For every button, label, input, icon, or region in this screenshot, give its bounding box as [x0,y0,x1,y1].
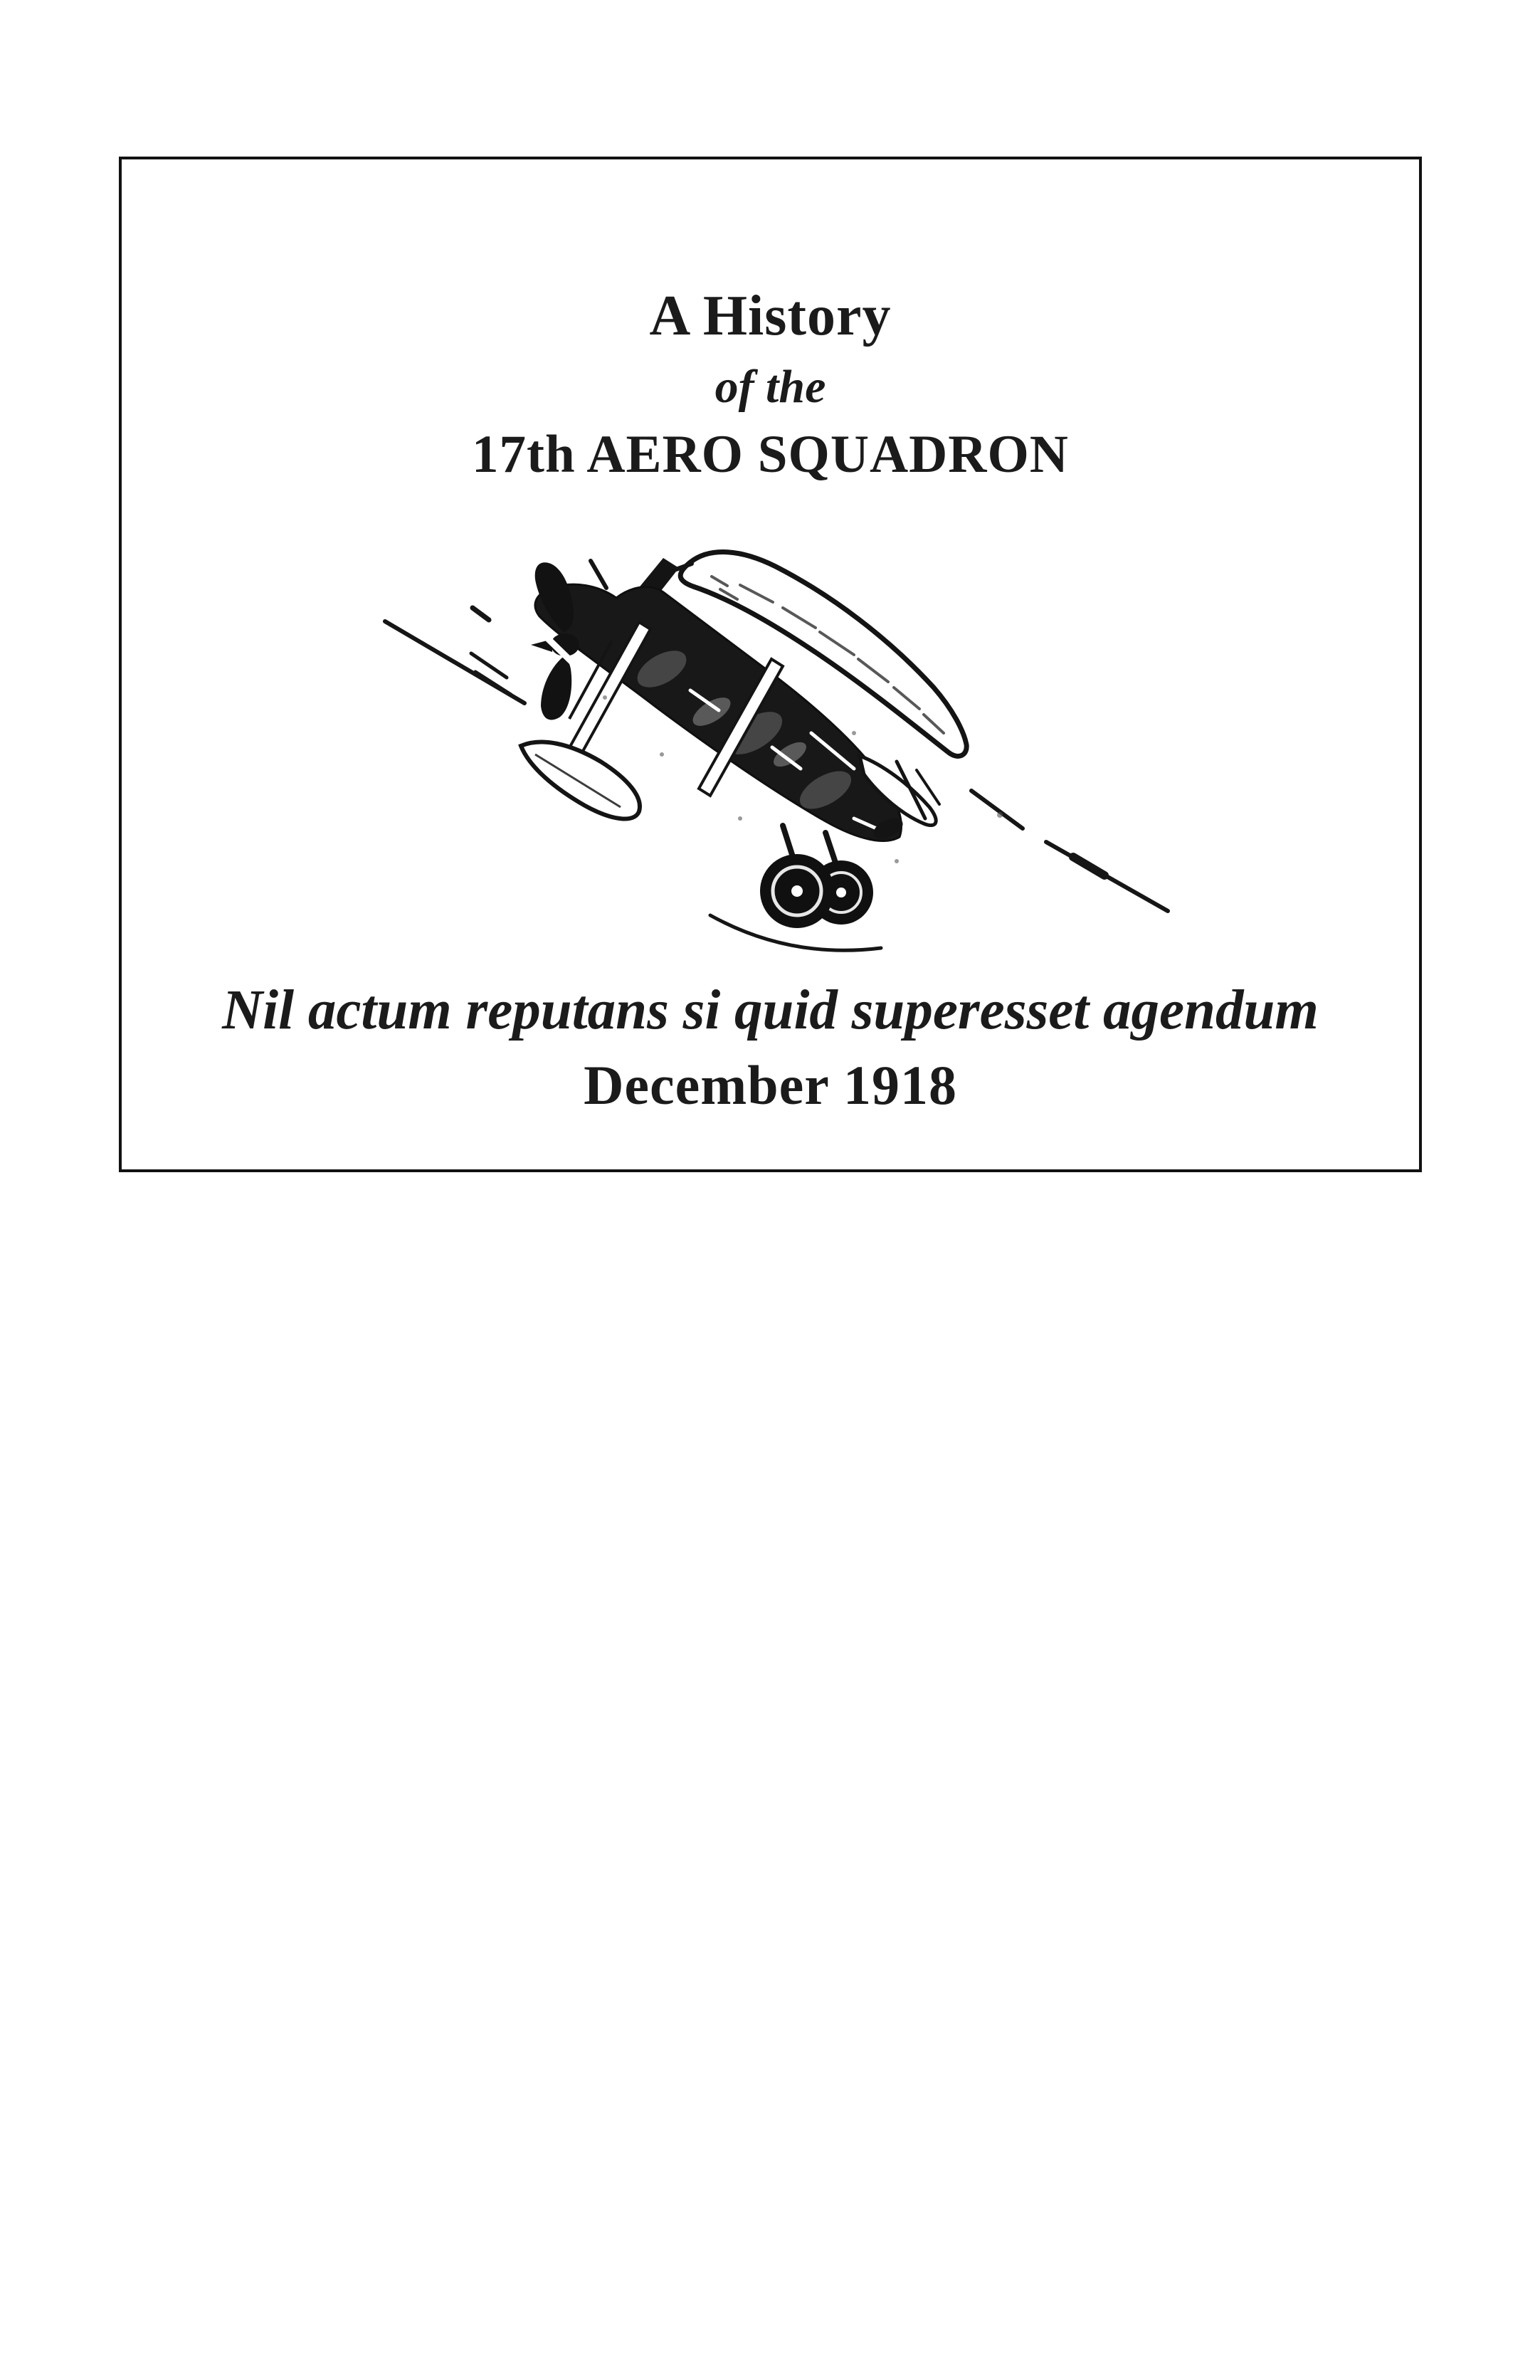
title-line-3: 17th AERO SQUADRON [472,425,1069,484]
title-line-2: of the [714,361,826,413]
biplane-lower-wing [521,742,640,819]
title-line-1: A History [649,285,892,347]
biplane-illustration [356,520,1245,961]
title-page-frame [119,157,1422,1172]
landing-gear-wheels [710,826,881,950]
motto-line: Nil actum reputans si quid superesset agendum [222,979,1319,1041]
date-line: December 1918 [584,1054,957,1116]
motion-lines-lower-right [971,791,1168,911]
motion-lines-upper-left [385,608,524,703]
